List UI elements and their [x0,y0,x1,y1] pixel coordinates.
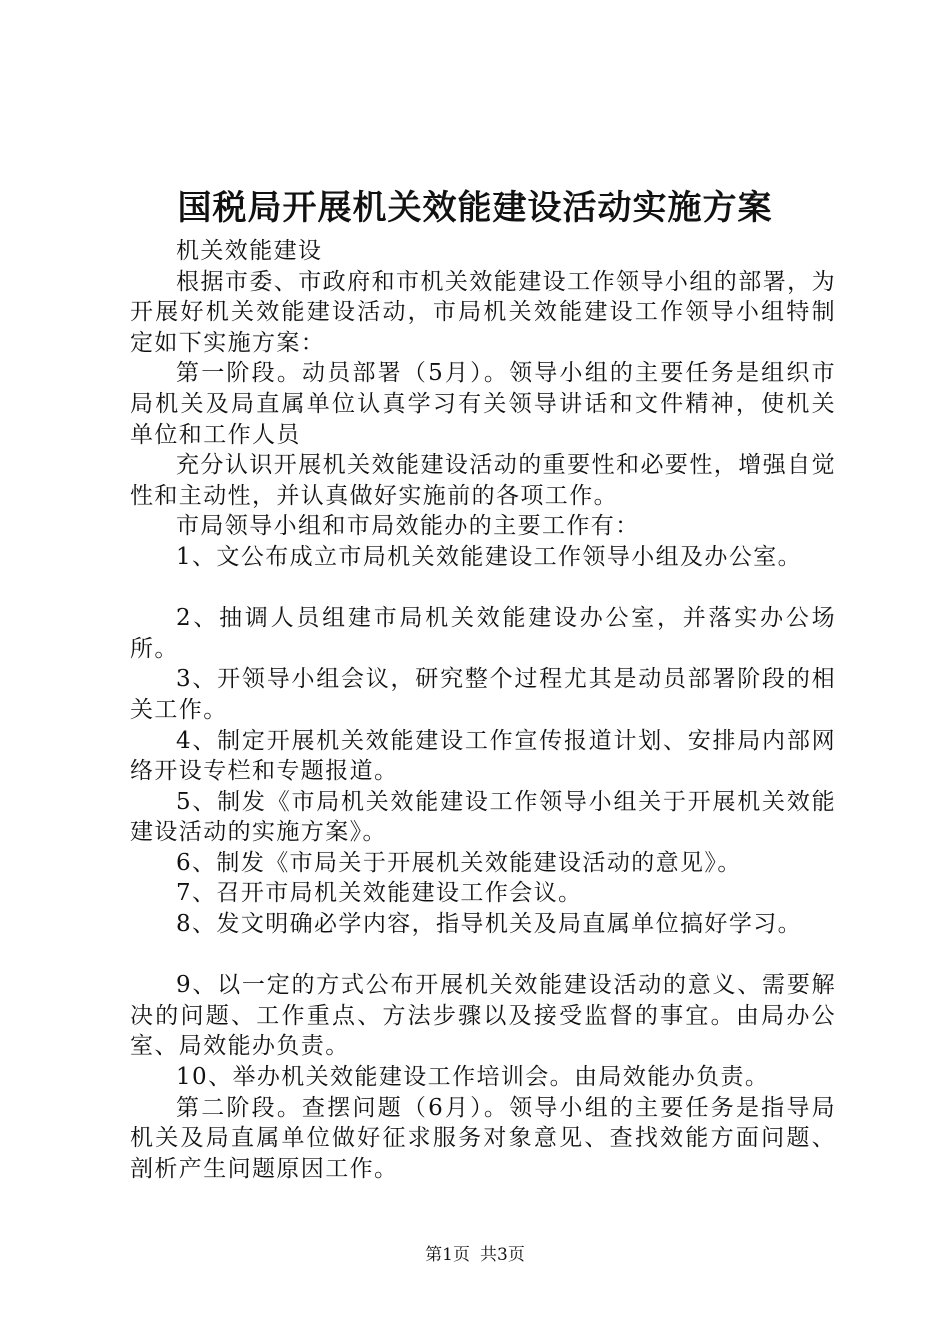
paragraph: 机关效能建设 [176,238,323,264]
document-title: 国税局开展机关效能建设活动实施方案 [177,188,773,228]
paragraph: 第一阶段。动员部署（5月）。领导小组的主要任务是组织市局机关及局直属单位认真学习有关领导讲话和文件精神，使机关单位和工作人员 [130,360,836,448]
list-item: 3、开领导小组会议，研究整个过程尤其是动员部署阶段的相关工作。 [130,666,836,723]
list-item: 7、召开市局机关效能建设工作会议。 [176,880,583,907]
paragraph: 根据市委、市政府和市机关效能建设工作领导小组的部署，为开展好机关效能建设活动，市局机关效能建设工作领导小组特制定如下实施方案： [130,268,836,356]
list-item: 1、文公布成立市局机关效能建设工作领导小组及办公室。 [176,543,803,570]
list-item: 5、制发《市局机关效能建设工作领导小组关于开展机关效能建设活动的实施方案》。 [130,788,836,846]
paragraph: 市局领导小组和市局效能办的主要工作有： [176,513,640,540]
list-item: 8、发文明确必学内容，指导机关及局直属单位搞好学习。 [176,911,803,938]
paragraph: 第二阶段。查摆问题（6月）。领导小组的主要任务是指导局机关及局直属单位做好征求服务对象意见、查找效能方面问题、剖析产生问题原因工作。 [130,1094,836,1182]
page-total: 共3页 [480,1245,525,1265]
page-footer [0,1243,950,1267]
page-number: 第1页 [425,1245,470,1265]
list-item: 4、制定开展机关效能建设工作宣传报道计划、安排局内部网络开设专栏和专题报道。 [130,727,836,785]
paragraph: 充分认识开展机关效能建设活动的重要性和必要性，增强自觉性和主动性，并认真做好实施前的各项工作。 [130,452,836,509]
list-item: 2、抽调人员组建市局机关效能建设办公室，并落实办公场所。 [130,605,836,662]
list-item: 10、举办机关效能建设工作培训会。由局效能办负责。 [176,1064,770,1091]
document-body [130,236,836,1184]
list-item: 9、以一定的方式公布开展机关效能建设活动的意义、需要解决的问题、工作重点、方法步骤以及接受监督的事宜。由局办公室、局效能办负责。 [130,972,836,1060]
list-item: 6、制发《市局关于开展机关效能建设活动的意见》。 [176,849,742,876]
